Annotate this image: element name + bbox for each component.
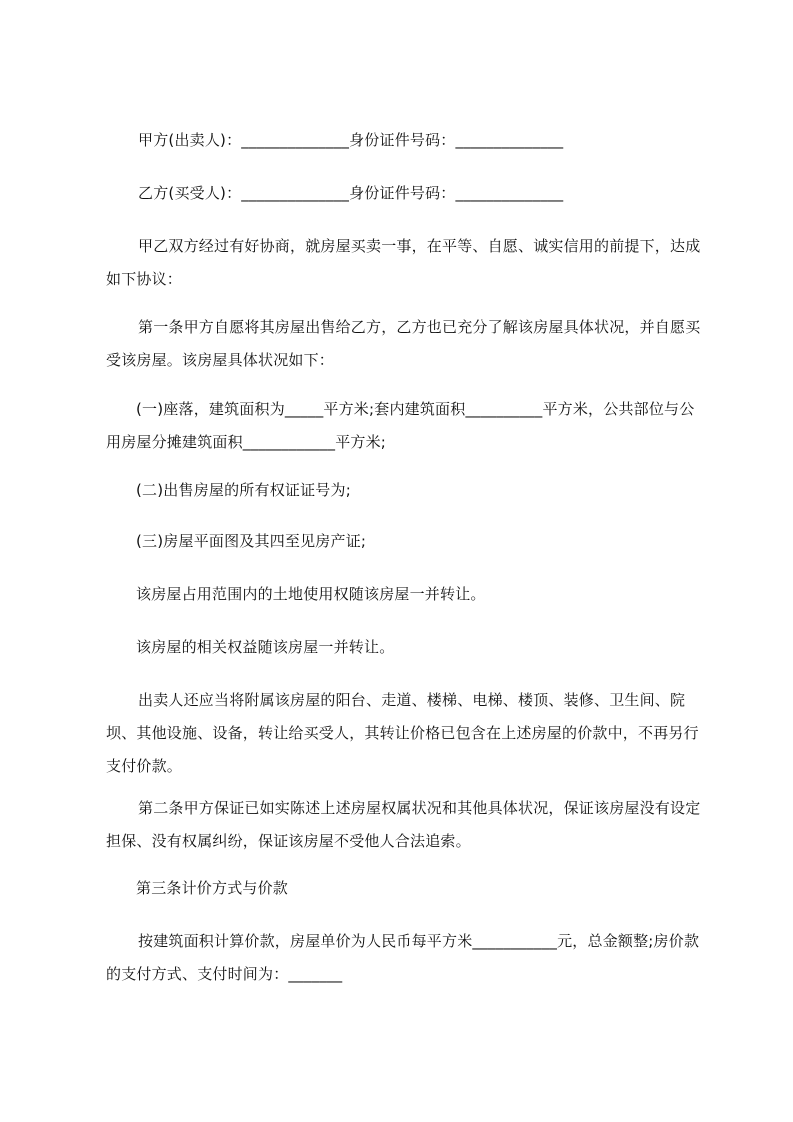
item-3-paragraph: (三)房屋平面图及其四至见房产证; [136, 532, 367, 550]
article-1-paragraph: 第一条甲方自愿将其房屋出售给乙方，乙方也已充分了解该房屋具体状况，并自愿买受该房屋。该房屋具体状况如下： [106, 318, 701, 369]
rights-transfer-paragraph: 该房屋的相关权益随该房屋一并转让。 [136, 638, 395, 656]
item-1-paragraph: (一)座落，建筑面积为_____平方米;套内建筑面积__________平方米，公共部位与公用房屋分摊建筑面积____________平方米; [106, 400, 695, 451]
land-transfer-paragraph: 该房屋占用范围内的土地使用权随该房屋一并转让。 [136, 585, 486, 603]
article-3-title: 第三条计价方式与价款 [136, 879, 289, 897]
party-b-line: 乙方(买受人)：______________身份证件号码：______________ [138, 184, 564, 202]
pricing-paragraph: 按建筑面积计算价款，房屋单价为人民币每平方米___________元，总金额整;房价款的支付方式、支付时间为：_______ [106, 932, 700, 983]
article-2-paragraph: 第二条甲方保证已如实陈述上述房屋权属状况和其他具体状况，保证该房屋没有设定担保、没有权属纠纷，保证该房屋不受他人合法追索。 [106, 799, 701, 850]
ancillary-paragraph: 出卖人还应当将附属该房屋的阳台、走道、楼梯、电梯、楼顶、装修、卫生间、院坝、其他设施、设备，转让给买受人，其转让价格已包含在上述房屋的价款中，不再另行支付价款。 [106, 691, 699, 775]
intro-paragraph: 甲乙双方经过有好协商，就房屋买卖一事，在平等、自愿、诚实信用的前提下，达成如下协议： [106, 237, 701, 288]
item-2-paragraph: (二)出售房屋的所有权证证号为; [136, 481, 351, 499]
party-a-line: 甲方(出卖人)：______________身份证件号码：______________ [138, 131, 564, 149]
